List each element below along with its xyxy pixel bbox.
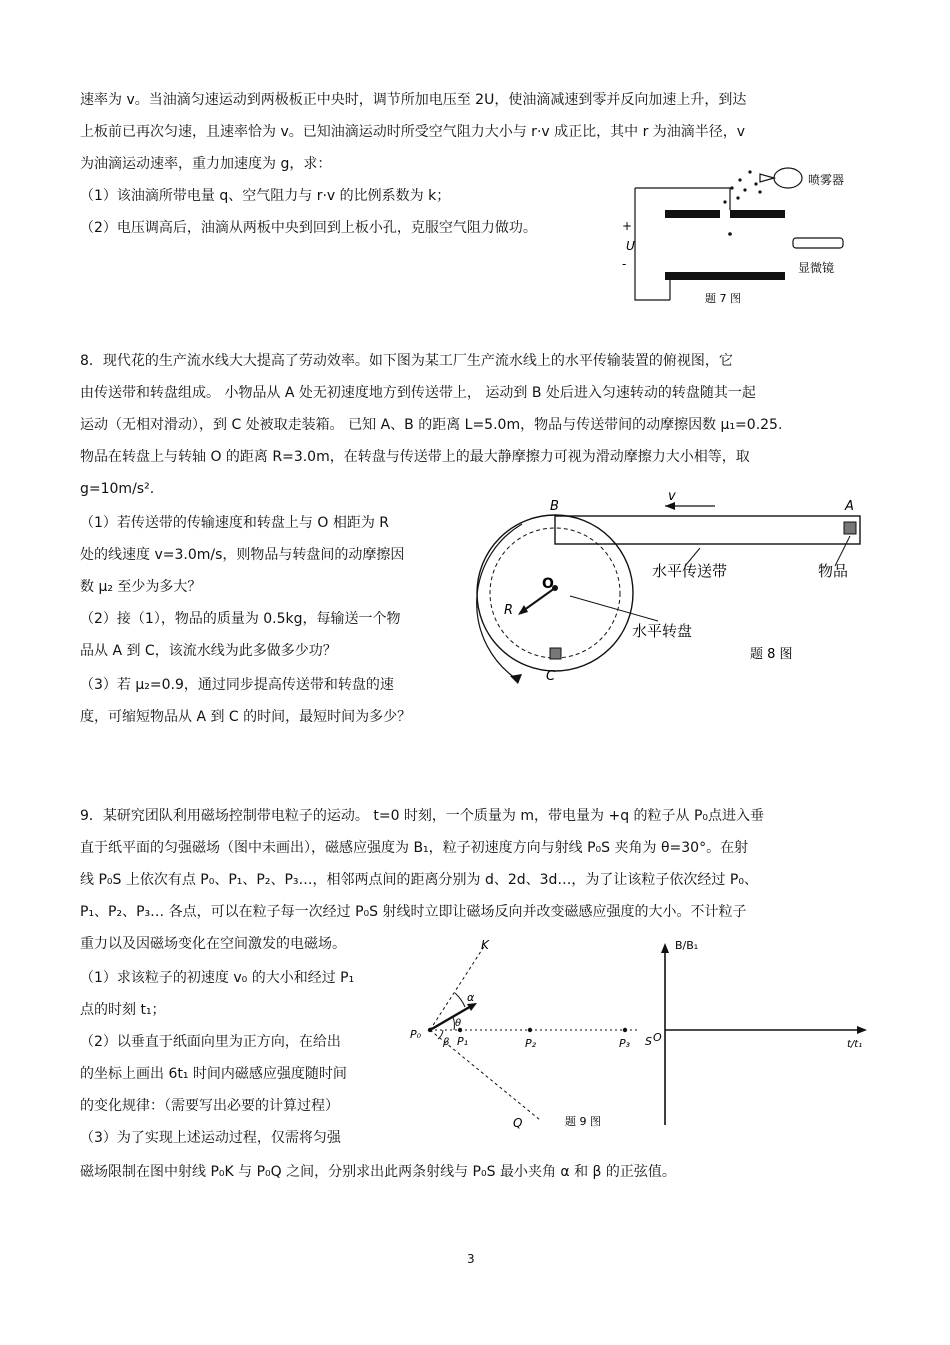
velocity-v: v xyxy=(668,489,676,504)
q8-caption: 题 8 图 xyxy=(750,647,793,662)
q9-caption: 题 9 图 xyxy=(565,1115,601,1128)
label-r: R xyxy=(504,603,514,618)
q7-caption: 题 7 图 xyxy=(705,292,741,305)
label-o: O xyxy=(542,576,554,592)
q7-part-1: （1）该油滴所带电量 q、空气阻力与 r·v 的比例系数为 k； xyxy=(80,188,451,204)
q8-figure xyxy=(460,488,880,693)
upper-plate xyxy=(665,210,720,218)
q8-part-3a: （3）若 μ₂=0.9，通过同步提高传送带和转盘的速 xyxy=(80,677,394,693)
microscope-label: 显微镜 xyxy=(798,261,835,275)
q7-line-3: 为油滴运动速率，重力加速度为 g，求： xyxy=(80,156,332,172)
lower-plate xyxy=(665,272,785,280)
label-k: K xyxy=(481,938,489,952)
point-c: C xyxy=(546,669,556,684)
q8-line-2: 由传送带和转盘组成。 小物品从 A 处无初速度地方到传送带上， 运动到 B 处后进入匀速转动的转盘随其一起 xyxy=(80,385,756,401)
minus-sign: - xyxy=(622,257,627,271)
q7-circuit-wire xyxy=(635,188,670,300)
point-a: A xyxy=(845,499,854,514)
item-box xyxy=(844,522,856,534)
q9-line-2: 直于纸平面的匀强磁场（图中未画出），磁感应强度为 B₁，粒子初速度方向与射线 P₀S 夹角为 θ=30°。在射 xyxy=(80,840,749,856)
q9-part-2a: （2）以垂直于纸面向里为正方向，在给出 xyxy=(80,1034,341,1050)
q7-part-2: （2）电压调高后，油滴从两板中央到回到上板小孔，克服空气阻力做功。 xyxy=(80,220,537,236)
q8-part-1c: 数 μ₂ 至少为多大？ xyxy=(80,579,202,595)
item-label: 物品 xyxy=(818,562,849,580)
q8-part-1b: 处的线速度 v=3.0m/s，则物品与转盘间的动摩擦因 xyxy=(80,547,405,563)
angle-alpha: α xyxy=(467,991,475,1004)
q8-line-5: g=10m/s². xyxy=(80,481,155,497)
initial-velocity xyxy=(430,1005,473,1030)
label-p0: P₀ xyxy=(410,1028,422,1041)
q9-part-3b: 磁场限制在图中射线 P₀K 与 P₀Q 之间，分别求出此两条射线与 P₀S 最小夹角 α 和 β 的正弦值。 xyxy=(80,1164,676,1180)
angle-theta: θ xyxy=(455,1018,462,1029)
sprayer-icon xyxy=(774,168,802,188)
q9-part-2c: 的变化规律：（需要写出必要的计算过程） xyxy=(80,1098,339,1114)
q9-part-3a: （3）为了实现上述运动过程，仅需将匀强 xyxy=(80,1130,341,1146)
belt-label: 水平传送带 xyxy=(652,562,728,580)
q8-line-1: 8．现代花的生产流水线大大提高了劳动效率。如下图为某工厂生产流水线上的水平传输装置的俯视图，它 xyxy=(80,353,733,369)
voltage-label: U xyxy=(626,239,635,253)
q9-line-5: 重力以及因磁场变化在空间激发的电磁场。 xyxy=(80,936,346,952)
q8-line-3: 运动（无相对滑动），到 C 处被取走装箱。 已知 A、B 的距离 L=5.0m，物品与传送带间的动摩擦因数 μ₁=0.25. xyxy=(80,417,783,433)
label-p2: P₂ xyxy=(525,1037,537,1050)
angle-beta: β xyxy=(443,1037,450,1048)
y-axis-label: B/B₁ xyxy=(675,939,699,952)
page-number: 3 xyxy=(467,1252,475,1266)
q9-part-2b: 的坐标上画出 6t₁ 时间内磁感应强度随时间 xyxy=(80,1066,347,1082)
origin-label: O xyxy=(653,1031,662,1044)
plus-sign: + xyxy=(622,219,633,233)
q7-figure xyxy=(610,160,870,310)
q8-line-4: 物品在转盘上与转轴 O 的距离 R=3.0m，在转盘与传送带上的最大静摩擦力可视为滑动摩擦力大小相等，取 xyxy=(80,449,750,465)
x-axis-label: t/t₁ xyxy=(847,1039,863,1050)
label-s: S xyxy=(645,1035,652,1048)
q9-part-1a: （1）求该粒子的初速度 v₀ 的大小和经过 P₁ xyxy=(80,970,355,986)
microscope-icon xyxy=(793,238,843,248)
q9-part-1b: 点的时刻 t₁； xyxy=(80,1002,166,1018)
q8-part-1a: （1）若传送带的传输速度和转盘上与 O 相距为 R xyxy=(80,515,390,531)
label-p1: P₁ xyxy=(457,1035,469,1048)
q9-line-3: 线 P₀S 上依次有点 P₀、P₁、P₂、P₃…，相邻两点间的距离分别为 d、2d、3d…，为了让该粒子依次经过 P₀、 xyxy=(80,872,758,888)
sprayer-label: 喷雾器 xyxy=(808,173,845,187)
label-q: Q xyxy=(513,1116,523,1130)
q8-part-2b: 品从 A 到 C，该流水线为此多做多少功？ xyxy=(80,643,337,659)
disk-label: 水平转盘 xyxy=(632,622,693,640)
oil-droplets xyxy=(723,170,761,235)
point-b: B xyxy=(550,499,559,514)
q7-line-1: 速率为 v。当油滴匀速运动到两极板正中央时，调节所加电压至 2U，使油滴减速到零并反向加速上升，到达 xyxy=(80,92,747,108)
q8-part-2a: （2）接（1），物品的质量为 0.5kg，每输送一个物 xyxy=(80,611,401,627)
q7-line-2: 上板前已再次匀速，且速率恰为 v。已知油滴运动时所受空气阻力大小与 r·v 成正比，其中 r 为油滴半径，v xyxy=(80,124,746,140)
q9-line-4: P₁、P₂、P₃… 各点，可以在粒子每一次经过 P₀S 射线时立即让磁场反向并改变磁感应强度的大小。不计粒子 xyxy=(80,904,747,920)
q8-part-3b: 度，可缩短物品从 A 到 C 的时间，最短时间为多少？ xyxy=(80,709,412,725)
q9-line-1: 9．某研究团队利用磁场控制带电粒子的运动。 t=0 时刻，一个质量为 m，带电量为 +q 的粒子从 P₀点进入垂 xyxy=(80,808,765,824)
q9-figure xyxy=(405,935,885,1135)
label-p3: P₃ xyxy=(619,1037,631,1050)
